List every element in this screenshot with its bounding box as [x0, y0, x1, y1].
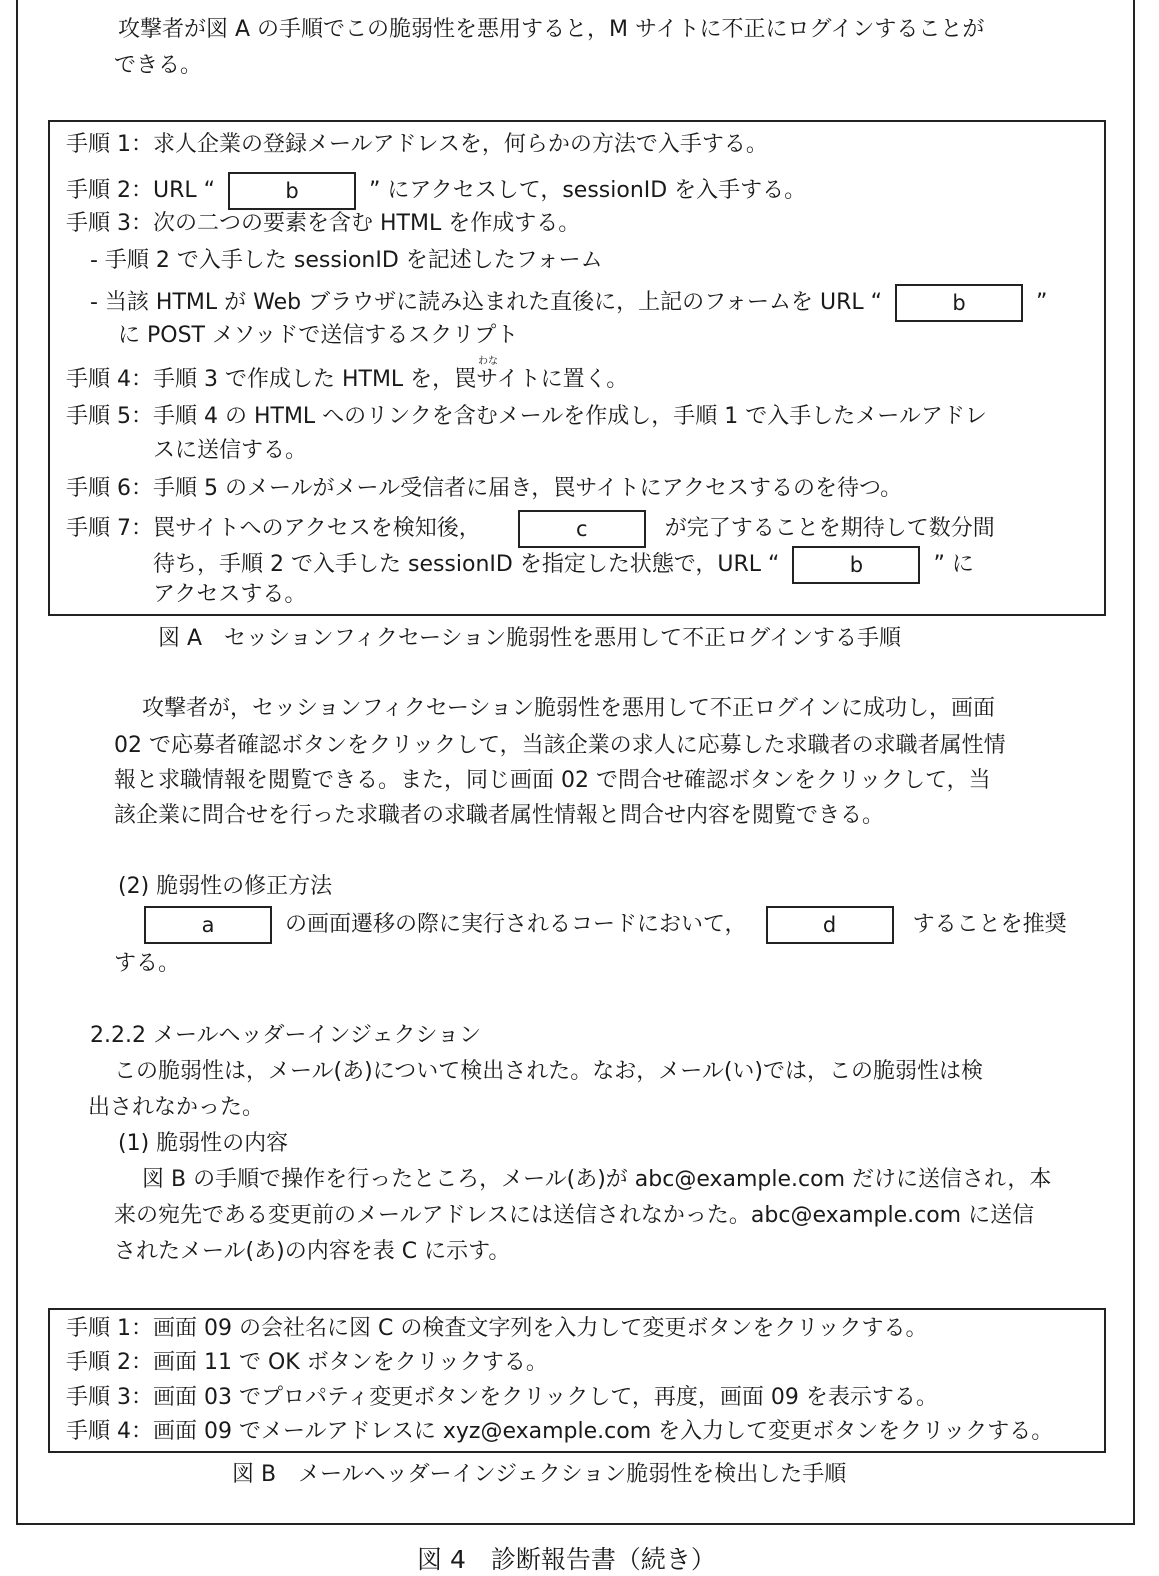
- fig-a-step-5: 手順 5：手順 4 の HTML へのリンクを含むメールを作成し，手順 1 で入手したメールアドレ: [66, 404, 987, 429]
- section-222-p2-line-1: 図 B の手順で操作を行ったところ，メール(あ)が abc@example.com だけに送信され，本: [142, 1167, 1052, 1192]
- fix-heading: (2) 脆弱性の修正方法: [118, 874, 333, 899]
- fig-a-step-5-cont: スに送信する。: [153, 438, 308, 463]
- fig-a-step-4: 手順 4：手順 3 で作成した HTML を，罠サイトに置く。: [66, 367, 629, 392]
- fig-a-step-3-bullet-1: - 手順 2 で入手した sessionID を記述したフォーム: [90, 248, 603, 273]
- para1-line-4: 該企業に問合せを行った求職者の求職者属性情報と問合せ内容を閲覧できる。: [114, 803, 885, 828]
- fig-b-step-3: 手順 3：画面 03 でプロパティ変更ボタンをクリックして，再度，画面 09 を表示する。: [66, 1385, 938, 1410]
- figure-a-caption: 図 A セッションフィクセーション脆弱性を悪用して不正ログインする手順: [158, 626, 901, 651]
- fix-line-1: a の画面遷移の際に実行されるコードにおいて， d することを推奨: [144, 906, 1067, 944]
- blank-c: c: [518, 510, 646, 548]
- fig-b-step-4: 手順 4：画面 09 でメールアドレスに xyz@example.com を入力して変更ボタンをクリックする。: [66, 1419, 1054, 1444]
- section-222-sub1: (1) 脆弱性の内容: [118, 1131, 289, 1156]
- figure-4-caption: 図 4 診断報告書（続き）: [417, 1545, 716, 1574]
- fig-a-step-2: 手順 2：URL “ b ” にアクセスして，sessionID を入手する。: [66, 172, 806, 210]
- fig-b-step-1: 手順 1：画面 09 の会社名に図 C の検査文字列を入力して変更ボタンをクリックする。: [66, 1316, 928, 1341]
- fix-line-2: する。: [114, 951, 181, 976]
- fig-a-step-7-cont: 待ち，手順 2 で入手した sessionID を指定した状態で，URL “ b ” に: [153, 546, 974, 584]
- figure-b-caption: 図 B メールヘッダーインジェクション脆弱性を検出した手順: [232, 1462, 847, 1487]
- fig-a-step-7: 手順 7：罠サイトへのアクセスを検知後， c が完了することを期待して数分間: [66, 510, 995, 548]
- ruby-wana: わな: [478, 356, 498, 367]
- blank-a: a: [144, 906, 272, 944]
- intro-line-2: できる。: [114, 53, 203, 78]
- intro-line-1: 攻撃者が図 A の手順でこの脆弱性を悪用すると，M サイトに不正にログインすることが: [118, 17, 985, 42]
- blank-b: b: [792, 546, 920, 584]
- section-222-p1-line-1: この脆弱性は，メール(あ)について検出された。なお，メール(い)では，この脆弱性は検: [114, 1059, 984, 1084]
- section-222-heading: 2.2.2 メールヘッダーインジェクション: [90, 1023, 482, 1048]
- fig-b-step-2: 手順 2：画面 11 で OK ボタンをクリックする。: [66, 1350, 548, 1375]
- fig-a-step-1: 手順 1：求人企業の登録メールアドレスを，何らかの方法で入手する。: [66, 132, 768, 157]
- fig-a-step-3-bullet-2: - 当該 HTML が Web ブラウザに読み込まれた直後に，上記のフォームを URL “ b ”: [90, 284, 1047, 322]
- blank-d: d: [766, 906, 894, 944]
- para1-line-2: 02 で応募者確認ボタンをクリックして，当該企業の求人に応募した求職者の求職者属性情: [114, 733, 1006, 758]
- fig-a-step-6: 手順 6：手順 5 のメールがメール受信者に届き，罠サイトにアクセスするのを待つ。: [66, 476, 903, 501]
- blank-b: b: [895, 284, 1023, 322]
- section-222-p2-line-3: されたメール(あ)の内容を表 C に示す。: [114, 1239, 511, 1264]
- section-222-p2-line-2: 来の宛先である変更前のメールアドレスには送信されなかった。abc@example.com に送信: [114, 1203, 1035, 1228]
- para1-line-1: 攻撃者が，セッションフィクセーション脆弱性を悪用して不正ログインに成功し，画面: [142, 696, 995, 721]
- para1-line-3: 報と求職情報を閲覧できる。また，同じ画面 02 で問合せ確認ボタンをクリックして，当: [114, 768, 991, 793]
- section-222-p1-line-2: 出されなかった。: [88, 1095, 265, 1120]
- blank-b: b: [228, 172, 356, 210]
- fig-a-step-3-bullet-2-cont: に POST メソッドで送信するスクリプト: [118, 323, 519, 348]
- fig-a-step-3: 手順 3：次の二つの要素を含む HTML を作成する。: [66, 211, 581, 236]
- fig-a-step-7-cont-2: アクセスする。: [153, 582, 307, 607]
